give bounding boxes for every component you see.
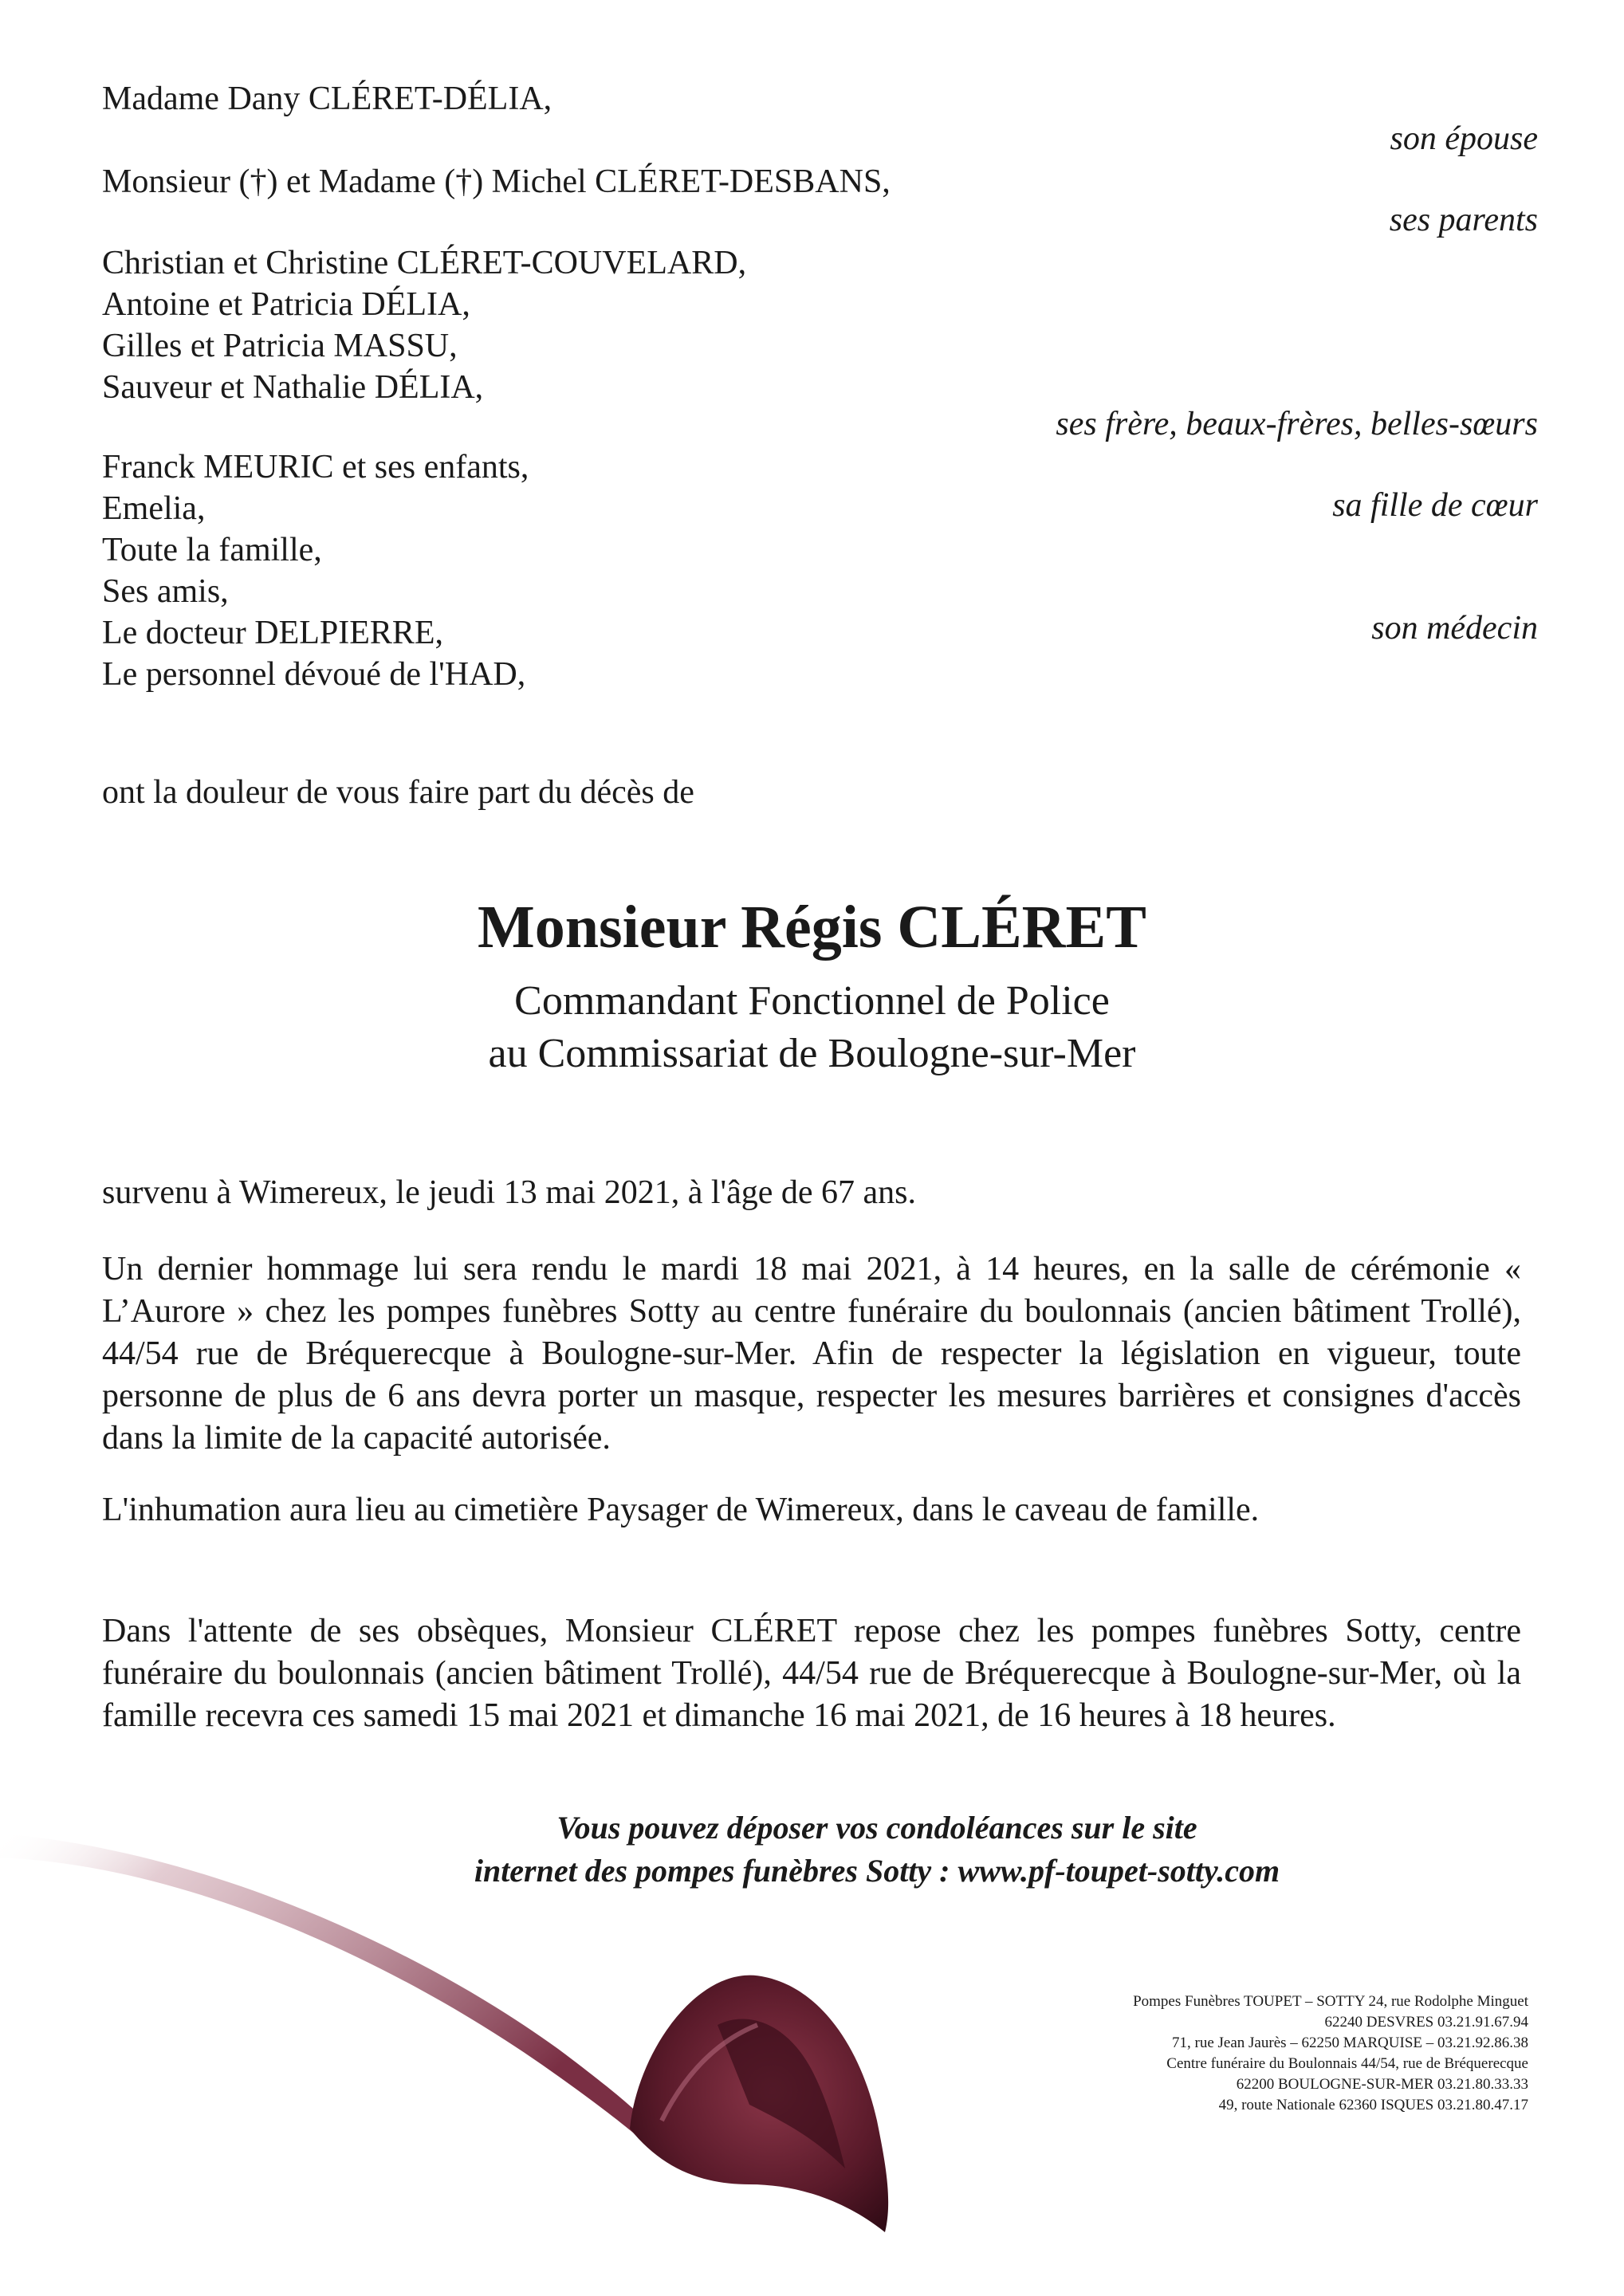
- funeral-home-contact: [1133, 1991, 1528, 2116]
- family-parents: Monsieur (†) et Madame (†) Michel CLÉRET-DESBANS,: [102, 163, 891, 200]
- family-other: Le docteur DELPIERRE,: [102, 615, 444, 651]
- deceased-name: Monsieur Régis CLÉRET: [478, 894, 1146, 961]
- family-other: Franck MEURIC et ses enfants,: [102, 449, 529, 486]
- deceased-title-line2: au Commissariat de Boulogne-sur-Mer: [488, 1031, 1136, 1076]
- contact-line: Pompes Funèbres TOUPET – SOTTY 24, rue Rodolphe Minguet: [1133, 1993, 1528, 2010]
- family-sibling: Sauveur et Nathalie DÉLIA,: [102, 369, 484, 406]
- announcement: ont la douleur de vous faire part du décès de: [102, 774, 694, 811]
- contact-line: 71, rue Jean Jaurès – 62250 MARQUISE – 03.21.92.86.38: [1172, 2035, 1528, 2051]
- family-other: Ses amis,: [102, 573, 229, 610]
- role-parents: ses parents: [1389, 202, 1538, 238]
- family-other: Le personnel dévoué de l'HAD,: [102, 656, 526, 693]
- role-doctor: son médecin: [1371, 610, 1538, 647]
- contact-line: 49, route Nationale 62360 ISQUES 03.21.80.47.17: [1218, 2097, 1528, 2113]
- condolences-line1: Vous pouvez déposer vos condoléances sur le site: [556, 1810, 1197, 1846]
- death-paragraph: survenu à Wimereux, le jeudi 13 mai 2021, à l'âge de 67 ans.: [102, 1174, 916, 1211]
- role-spouse: son épouse: [1390, 120, 1538, 157]
- family-sibling: Antoine et Patricia DÉLIA,: [102, 286, 470, 323]
- burial-paragraph: L'inhumation aura lieu au cimetière Paysager de Wimereux, dans le caveau de famille.: [102, 1492, 1260, 1528]
- family-other: Emelia,: [102, 490, 206, 527]
- contact-line: 62200 BOULOGNE-SUR-MER 03.21.80.33.33: [1236, 2076, 1528, 2093]
- ceremony-paragraph: Un dernier hommage lui sera rendu le mardi 18 mai 2021, à 14 heures, en la salle de cérémonie « L’Aurore » chez les pompes funèbres Sotty au centre funéraire du boulonnais (ancien bâtiment Trollé), 44/54 rue de Bréquerecque à Boulogne-sur-Mer. Afin de respecter la législation en vigueur, toute personne de plus de 6 ans devra porter un masque, respecter les mesures barrières et consignes d'accès dans la limite de la capacité autorisée.: [102, 1251, 1521, 1457]
- visitation-paragraph: Dans l'attente de ses obsèques, Monsieur CLÉRET repose chez les pompes funèbres Sotty, centre funéraire du boulonnais (ancien bâtiment Trollé), 44/54 rue de Bréquerecque à Boulogne-sur-Mer, où la famille recevra ces samedi 15 mai 2021 et dimanche 16 mai 2021, de 16 heures à 18 heures.: [102, 1613, 1521, 1734]
- condolences-notice: [287, 1807, 1467, 1893]
- family-spouse: Madame Dany CLÉRET-DÉLIA,: [102, 81, 552, 117]
- condolences-line2: internet des pompes funèbres Sotty : www.pf-toupet-sotty.com: [474, 1853, 1280, 1889]
- family-sibling: Christian et Christine CLÉRET-COUVELARD,: [102, 245, 747, 281]
- family-sibling: Gilles et Patricia MASSU,: [102, 328, 458, 364]
- contact-line: 62240 DESVRES 03.21.91.67.94: [1324, 2014, 1528, 2031]
- role-siblings: ses frère, beaux-frères, belles-sœurs: [1056, 406, 1538, 442]
- deceased-title-line1: Commandant Fonctionnel de Police: [514, 978, 1110, 1024]
- family-other: Toute la famille,: [102, 532, 322, 568]
- role-daughter: sa fille de cœur: [1332, 487, 1538, 524]
- contact-line: Centre funéraire du Boulonnais 44/54, rue de Bréquerecque: [1166, 2055, 1528, 2072]
